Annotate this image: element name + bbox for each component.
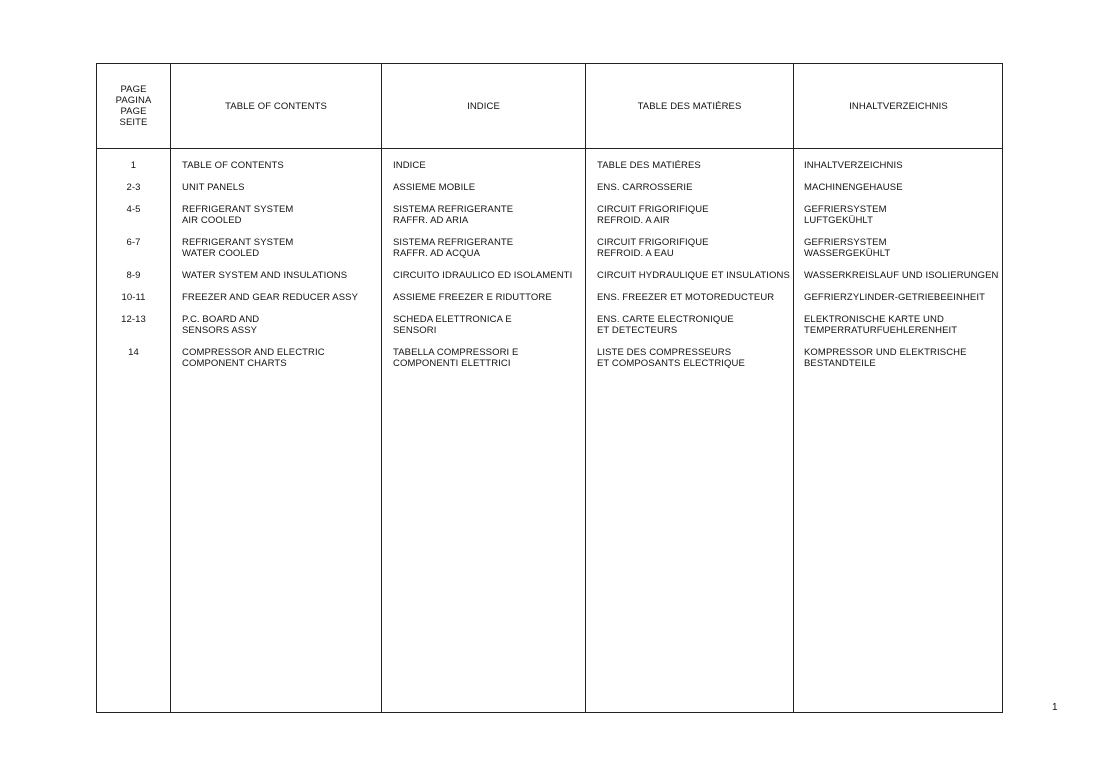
row-german: MACHINENGEHAUSE	[804, 182, 903, 193]
header-page-label-de: SEITE	[119, 117, 148, 128]
row-german: INHALTVERZEICHNIS	[804, 160, 903, 171]
column-divider	[381, 64, 382, 712]
row-french: ENS. CARROSSERIE	[597, 182, 693, 193]
row-french: CIRCUIT FRIGORIFIQUE REFROID. A EAU	[597, 237, 709, 259]
row-italian: CIRCUITO IDRAULICO ED ISOLAMENTI	[393, 270, 573, 281]
row-english: COMPRESSOR AND ELECTRIC COMPONENT CHARTS	[182, 347, 325, 369]
row-english: P.C. BOARD AND SENSORS ASSY	[182, 314, 260, 336]
row-page-number: 4-5	[126, 204, 141, 215]
row-german: KOMPRESSOR UND ELEKTRISCHE BESTANDTEILE	[804, 347, 967, 369]
row-german: GEFRIERSYSTEM WASSERGEKÜHLT	[804, 237, 891, 259]
column-divider	[170, 64, 171, 712]
row-german: WASSERKREISLAUF UND ISOLIERUNGEN	[804, 270, 999, 281]
row-english: FREEZER AND GEAR REDUCER ASSY	[182, 292, 359, 303]
column-divider	[585, 64, 586, 712]
row-english: UNIT PANELS	[182, 182, 245, 193]
row-italian: SCHEDA ELETTRONICA E SENSORI	[393, 314, 512, 336]
row-italian: SISTEMA REFRIGERANTE RAFFR. AD ARIA	[393, 204, 514, 226]
row-italian: ASSIEME FREEZER E RIDUTTORE	[393, 292, 552, 303]
row-italian: ASSIEME MOBILE	[393, 182, 476, 193]
row-page-number: 8-9	[126, 270, 141, 281]
header-page-label-it: PAGINA	[115, 95, 152, 106]
row-english: WATER SYSTEM AND INSULATIONS	[182, 270, 348, 281]
row-italian: SISTEMA REFRIGERANTE RAFFR. AD ACQUA	[393, 237, 514, 259]
header-divider	[97, 148, 1002, 149]
toc-table	[96, 63, 1003, 713]
row-english: TABLE OF CONTENTS	[182, 160, 284, 171]
header-german: INHALTVERZEICHNIS	[849, 100, 948, 112]
row-english: REFRIGERANT SYSTEM AIR COOLED	[182, 204, 294, 226]
header-italian: INDICE	[467, 100, 500, 112]
row-page-number: 2-3	[126, 182, 141, 193]
row-page-number: 6-7	[126, 237, 141, 248]
row-french: CIRCUIT HYDRAULIQUE ET INSULATIONS	[597, 270, 790, 281]
row-italian: INDICE	[393, 160, 426, 171]
row-italian: TABELLA COMPRESSORI E COMPONENTI ELETTRICI	[393, 347, 519, 369]
row-german: GEFRIERZYLINDER-GETRIEBEEINHEIT	[804, 292, 985, 303]
header-page-label-fr: PAGE	[120, 106, 147, 117]
header-page-label-en: PAGE	[120, 84, 147, 95]
row-french: ENS. FREEZER ET MOTOREDUCTEUR	[597, 292, 775, 303]
header-page-column	[97, 64, 170, 148]
column-divider	[793, 64, 794, 712]
row-page-number: 12-13	[121, 314, 146, 325]
row-french: LISTE DES COMPRESSEURS ET COMPOSANTS ELECTRIQUE	[597, 347, 745, 369]
header-french: TABLE DES MATIÉRES	[637, 100, 742, 112]
row-german: ELEKTRONISCHE KARTE UND TEMPERRATURFUEHLERENHEIT	[804, 314, 958, 336]
page-number-marker: 1	[1052, 702, 1058, 713]
row-french: ENS. CARTE ELECTRONIQUE ET DETECTEURS	[597, 314, 734, 336]
row-page-number: 1	[130, 160, 137, 171]
row-french: CIRCUIT FRIGORIFIQUE REFROID. A AIR	[597, 204, 709, 226]
row-page-number: 10-11	[121, 292, 146, 303]
row-french: TABLE DES MATIÉRES	[597, 160, 701, 171]
row-page-number: 14	[128, 347, 139, 358]
header-english: TABLE OF CONTENTS	[225, 100, 327, 112]
row-english: REFRIGERANT SYSTEM WATER COOLED	[182, 237, 294, 259]
row-german: GEFRIERSYSTEM LUFTGEKÜHLT	[804, 204, 887, 226]
